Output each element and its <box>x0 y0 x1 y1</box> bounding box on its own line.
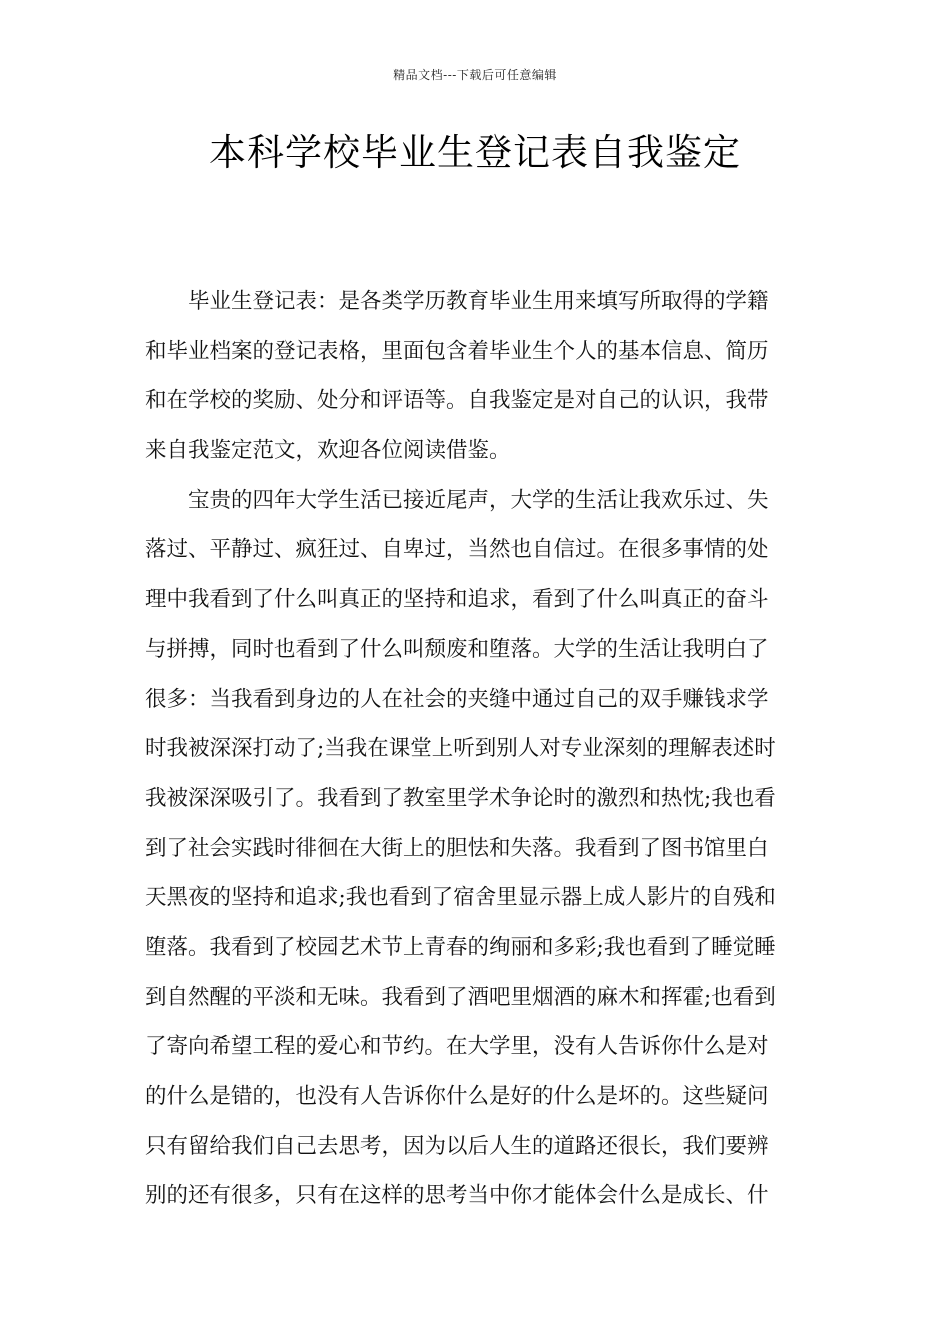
body-line: 与拼搏，同时也看到了什么叫颓废和堕落。大学的生活让我明白了 <box>145 636 769 662</box>
body-line: 别的还有很多，只有在这样的思考当中你才能体会什么是成长、什 <box>145 1183 769 1209</box>
body-line: 宝贵的四年大学生活已接近尾声，大学的生活让我欢乐过、失 <box>145 487 769 513</box>
body-line: 来自我鉴定范文，欢迎各位阅读借鉴。 <box>145 438 511 464</box>
body-line: 很多：当我看到身边的人在社会的夹缝中通过自己的双手赚钱求学 <box>145 686 769 712</box>
header-note: 精品文档---下载后可任意编辑 <box>393 68 557 82</box>
document-title: 本科学校毕业生登记表自我鉴定 <box>209 131 741 174</box>
document-body <box>145 277 807 1221</box>
body-line: 到自然醒的平淡和无味。我看到了酒吧里烟酒的麻木和挥霍;也看到 <box>145 984 776 1010</box>
body-line: 和在学校的奖励、处分和评语等。自我鉴定是对自己的认识，我带 <box>145 388 769 414</box>
body-line: 堕落。我看到了校园艺术节上青春的绚丽和多彩;我也看到了睡觉睡 <box>145 934 776 960</box>
body-line: 到了社会实践时徘徊在大街上的胆怯和失落。我看到了图书馆里白 <box>145 835 769 861</box>
body-line: 我被深深吸引了。我看到了教室里学术争论时的激烈和热忱;我也看 <box>145 785 776 811</box>
body-line: 了寄向希望工程的爱心和节约。在大学里，没有人告诉你什么是对 <box>145 1034 769 1060</box>
body-line: 理中我看到了什么叫真正的坚持和追求，看到了什么叫真正的奋斗 <box>145 587 769 613</box>
body-line: 毕业生登记表：是各类学历教育毕业生用来填写所取得的学籍 <box>145 289 769 314</box>
body-line: 只有留给我们自己去思考，因为以后人生的道路还很长，我们要辨 <box>145 1133 769 1159</box>
body-line: 和毕业档案的登记表格，里面包含着毕业生个人的基本信息、简历 <box>145 338 769 364</box>
body-line: 天黑夜的坚持和追求;我也看到了宿舍里显示器上成人影片的自残和 <box>145 885 776 911</box>
body-line: 落过、平静过、疯狂过、自卑过，当然也自信过。在很多事情的处 <box>145 537 769 563</box>
body-line: 的什么是错的，也没有人告诉你什么是好的什么是坏的。这些疑问 <box>145 1084 769 1109</box>
body-line: 时我被深深打动了;当我在课堂上听到别人对专业深刻的理解表述时 <box>145 736 776 762</box>
